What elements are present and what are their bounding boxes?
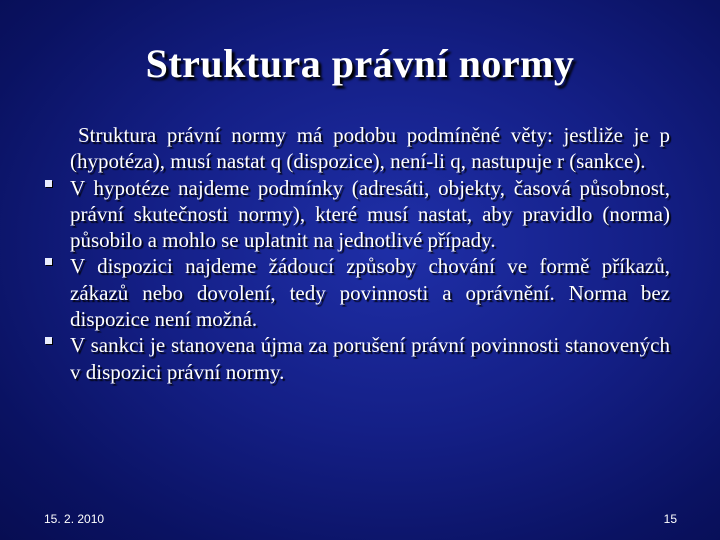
square-bullet-icon: [45, 258, 52, 265]
bullet-item-disposition: [45, 253, 670, 332]
footer-date: 15. 2. 2010: [44, 512, 105, 526]
bullet-item-hypothesis: [45, 175, 670, 254]
bullet-text: V sankci je stanovena újma za porušení právní povinnosti stanovených v dispozici právní normy.: [70, 333, 670, 384]
square-bullet-icon: [45, 337, 52, 344]
page-number: 15: [663, 512, 677, 526]
bullet-item-sanction: [45, 332, 670, 385]
square-bullet-icon: [45, 180, 52, 187]
bullet-text: V dispozici najdeme žádoucí způsoby chování ve formě příkazů, zákazů nebo dovolení, tedy povinnosti a oprávnění. Norma bez dispozice není možná.: [70, 254, 670, 332]
intro-paragraph: Struktura právní normy má podobu podmíněné věty: jestliže je p (hypotéza), musí nastat q (dispozice), není-li q, nastupuje r (sankce).: [70, 123, 670, 174]
bullet-text: V hypotéze najdeme podmínky (adresáti, objekty, časová působnost, právní skutečnosti normy), které musí nastat, aby pravidlo (norma) působilo a mohlo se uplatnit na jednotlivé případy.: [70, 175, 670, 253]
slide-content: [45, 122, 670, 385]
slide-title: Struktura právní normy: [145, 41, 575, 86]
